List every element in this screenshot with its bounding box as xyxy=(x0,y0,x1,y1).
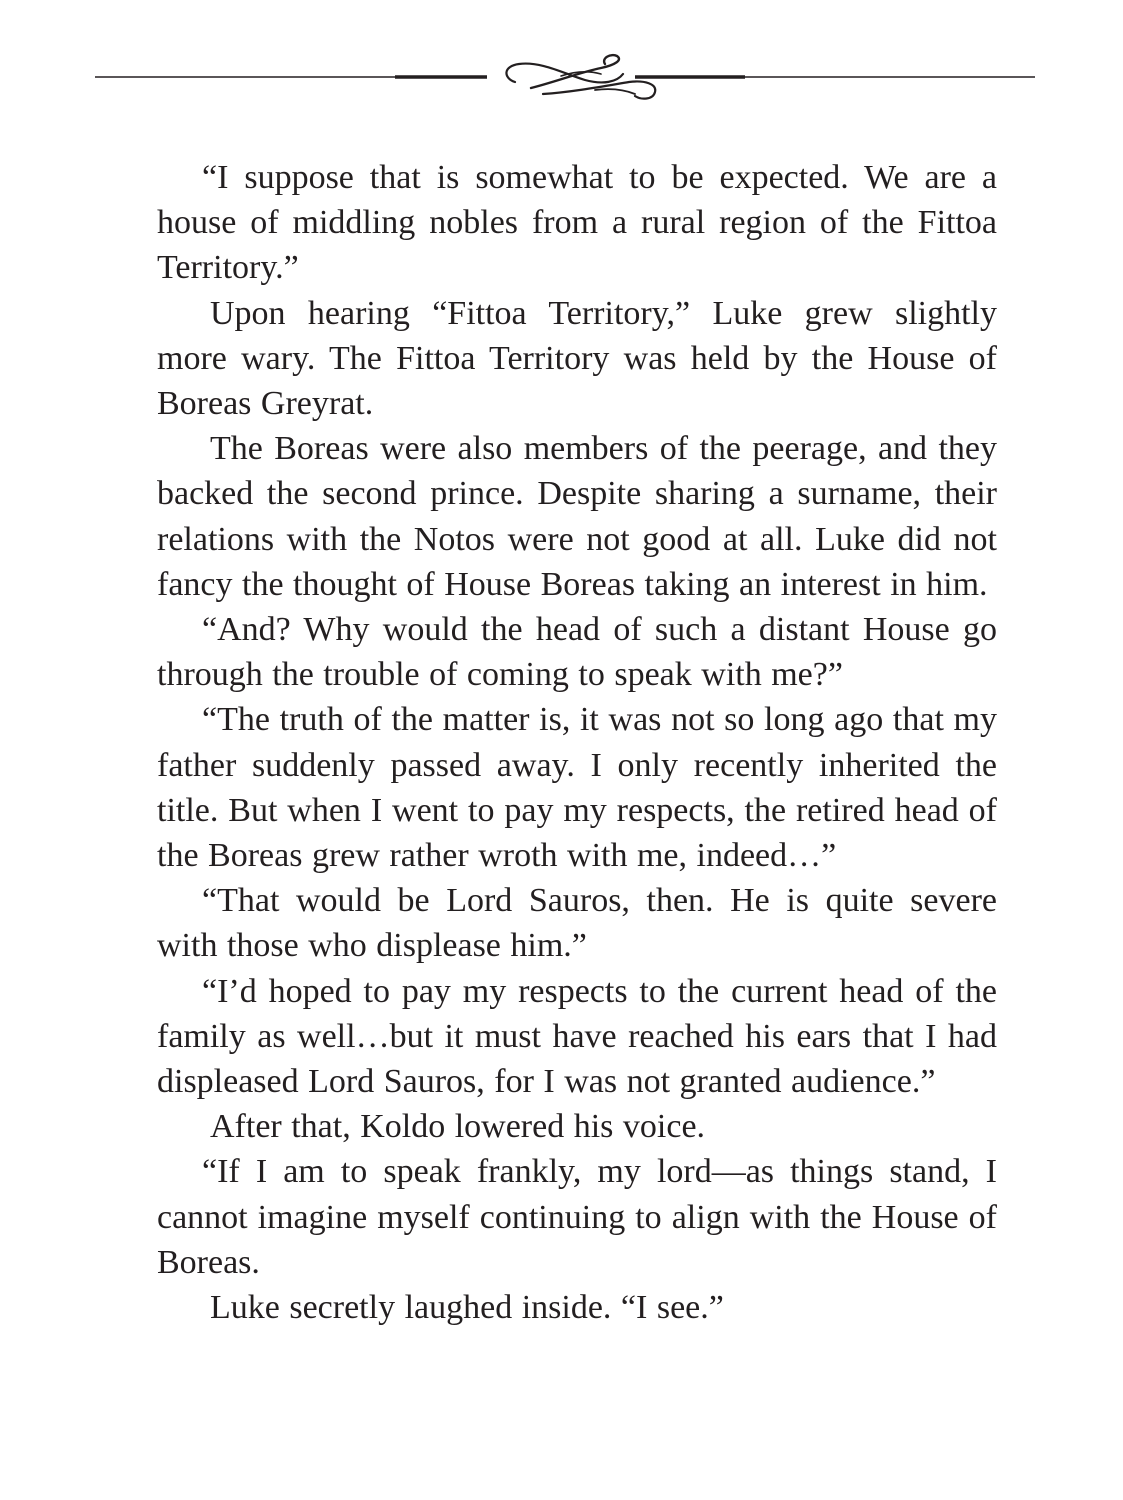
paragraph: “And? Why would the head of such a distant House go through the trouble of coming to speak with me?” xyxy=(157,611,997,694)
body-text xyxy=(157,155,997,1330)
paragraph: “I’d hoped to pay my respects to the current head of the family as well…but it must have reached his ears that I had displeased Lord Sauros, for I was not granted audience.” xyxy=(157,972,997,1101)
paragraph: Upon hearing “Fittoa Territory,” Luke grew slightly more wary. The Fittoa Territory was held by the House of Boreas Greyrat. xyxy=(157,294,997,423)
paragraph: “I suppose that is somewhat to be expected. We are a house of middling nobles from a rural region of the Fittoa Territory.” xyxy=(157,159,997,287)
flourish-divider-icon xyxy=(95,52,1035,104)
paragraph: “If I am to speak frankly, my lord—as things stand, I cannot imagine myself continuing to align with the House of Boreas. xyxy=(157,1153,997,1281)
header-ornament xyxy=(95,52,1035,104)
paragraph: “That would be Lord Sauros, then. He is quite severe with those who displease him.” xyxy=(157,882,997,965)
paragraph: After that, Koldo lowered his voice. xyxy=(210,1108,706,1146)
paragraph: Luke secretly laughed inside. “I see.” xyxy=(210,1289,724,1327)
paragraph: “The truth of the matter is, it was not so long ago that my father suddenly passed away. I only recently inherited the title. But when I went to pay my respects, the retired head of the Boreas grew rather wroth with me, indeed…” xyxy=(157,701,997,875)
paragraph: The Boreas were also members of the peerage, and they backed the second prince. Despite sharing a surname, their relations with the Notos were not good at all. Luke did not fancy the thought of House Boreas taking an interest in him. xyxy=(157,430,997,603)
